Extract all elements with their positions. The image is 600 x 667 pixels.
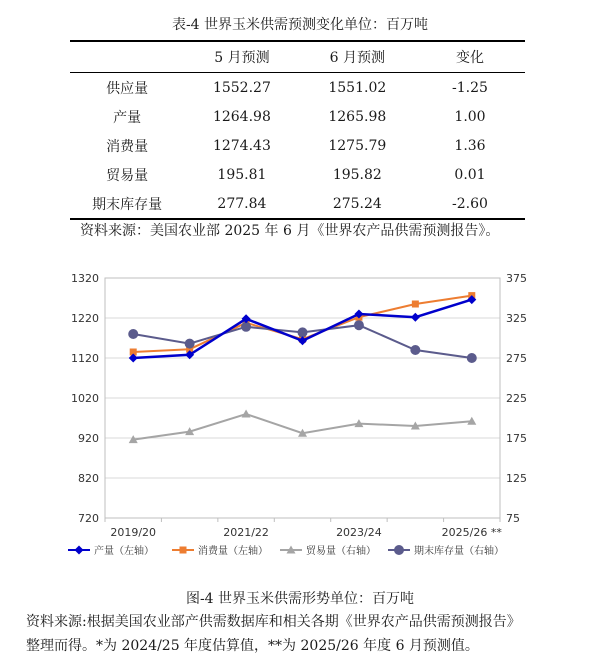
row-label: 消费量 [106, 138, 149, 155]
left-tick-label: 820 [78, 472, 99, 485]
right-tick-label: 125 [506, 472, 527, 485]
legend-marker [75, 546, 84, 555]
table-row [70, 131, 525, 160]
table-source-note: 资料来源：美国农业部 2025 年 6 月《世界农产品供需预测报告》。 [80, 223, 500, 239]
may-forecast: 1552.27 [212, 79, 271, 96]
left-tick-label: 920 [78, 432, 99, 445]
row-label: 供应量 [106, 80, 149, 97]
table-row [70, 73, 525, 103]
figure-title: 图-4 世界玉米供需形势单位：百万吨 [185, 591, 415, 607]
left-tick-label: 1120 [71, 352, 99, 365]
june-forecast: 1265.98 [328, 108, 387, 125]
legend-label: 期末库存量（右轴） [414, 546, 504, 557]
row-label: 贸易量 [106, 167, 149, 184]
right-tick-label: 325 [506, 312, 527, 325]
right-tick-label: 375 [506, 272, 527, 285]
left-tick-label: 1320 [71, 272, 99, 285]
june-forecast: 1551.02 [328, 79, 387, 96]
june-forecast: 275.24 [300, 189, 415, 219]
figure-source-line: 资料来源:根据美国农业部产供需数据库和相关各期《世界农产品供需预测报告》 [26, 614, 521, 630]
legend-label: 贸易量（右轴） [306, 546, 376, 557]
may-forecast: 195.81 [217, 166, 267, 183]
change-value: 1.36 [454, 137, 486, 154]
may-forecast: 277.84 [184, 189, 299, 219]
change-value: -2.60 [415, 189, 525, 219]
table-header-row [70, 41, 525, 73]
table-row [70, 160, 525, 189]
change-value: 1.00 [454, 108, 486, 125]
legend-marker [394, 545, 404, 555]
data-point [467, 353, 477, 363]
table-header-cell [70, 41, 184, 73]
figure-source-line: 整理而得。*为 2024/25 年度估算值，**为 2025/26 年度 6 月预测值。 [26, 638, 479, 654]
supply-demand-chart [60, 265, 540, 570]
data-point [410, 345, 420, 355]
row-label: 期末库存量 [70, 189, 184, 219]
right-tick-label: 275 [506, 352, 527, 365]
data-point [412, 301, 419, 308]
change-value: -1.25 [452, 79, 488, 96]
may-forecast: 1264.98 [212, 108, 271, 125]
x-tick-label: 2025/26 ** [441, 526, 502, 539]
data-point [411, 313, 420, 322]
june-forecast: 195.82 [332, 166, 382, 183]
table-header-cell: 5 月预测 [184, 41, 299, 73]
table-row [70, 189, 525, 219]
table-header-cell: 变化 [415, 41, 525, 73]
data-point [128, 329, 138, 339]
legend-label: 产量（左轴） [94, 546, 154, 557]
row-label: 产量 [113, 109, 142, 126]
left-tick-label: 720 [78, 512, 99, 525]
june-forecast: 1275.79 [328, 137, 387, 154]
data-point [354, 320, 364, 330]
data-point [185, 339, 195, 349]
left-tick-label: 1020 [71, 392, 99, 405]
right-tick-label: 175 [506, 432, 527, 445]
right-tick-label: 75 [506, 512, 520, 525]
x-tick-label: 2021/22 [223, 526, 269, 539]
legend-label: 消费量（左轴） [198, 546, 268, 557]
change-value: 0.01 [454, 166, 486, 183]
may-forecast: 1274.43 [212, 137, 271, 154]
x-tick-label: 2019/20 [110, 526, 157, 539]
legend-marker [180, 547, 187, 554]
x-tick-label: 2023/24 [336, 526, 382, 539]
forecast-table [70, 40, 525, 220]
left-tick-label: 1220 [71, 312, 99, 325]
table-row [70, 102, 525, 131]
table-header-cell: 6 月预测 [300, 41, 415, 73]
data-point [242, 410, 251, 418]
right-tick-label: 225 [506, 392, 527, 405]
table-title: 表-4 世界玉米供需预测变化单位：百万吨 [171, 17, 429, 33]
data-point [298, 327, 308, 337]
figure-source-note [26, 610, 586, 658]
